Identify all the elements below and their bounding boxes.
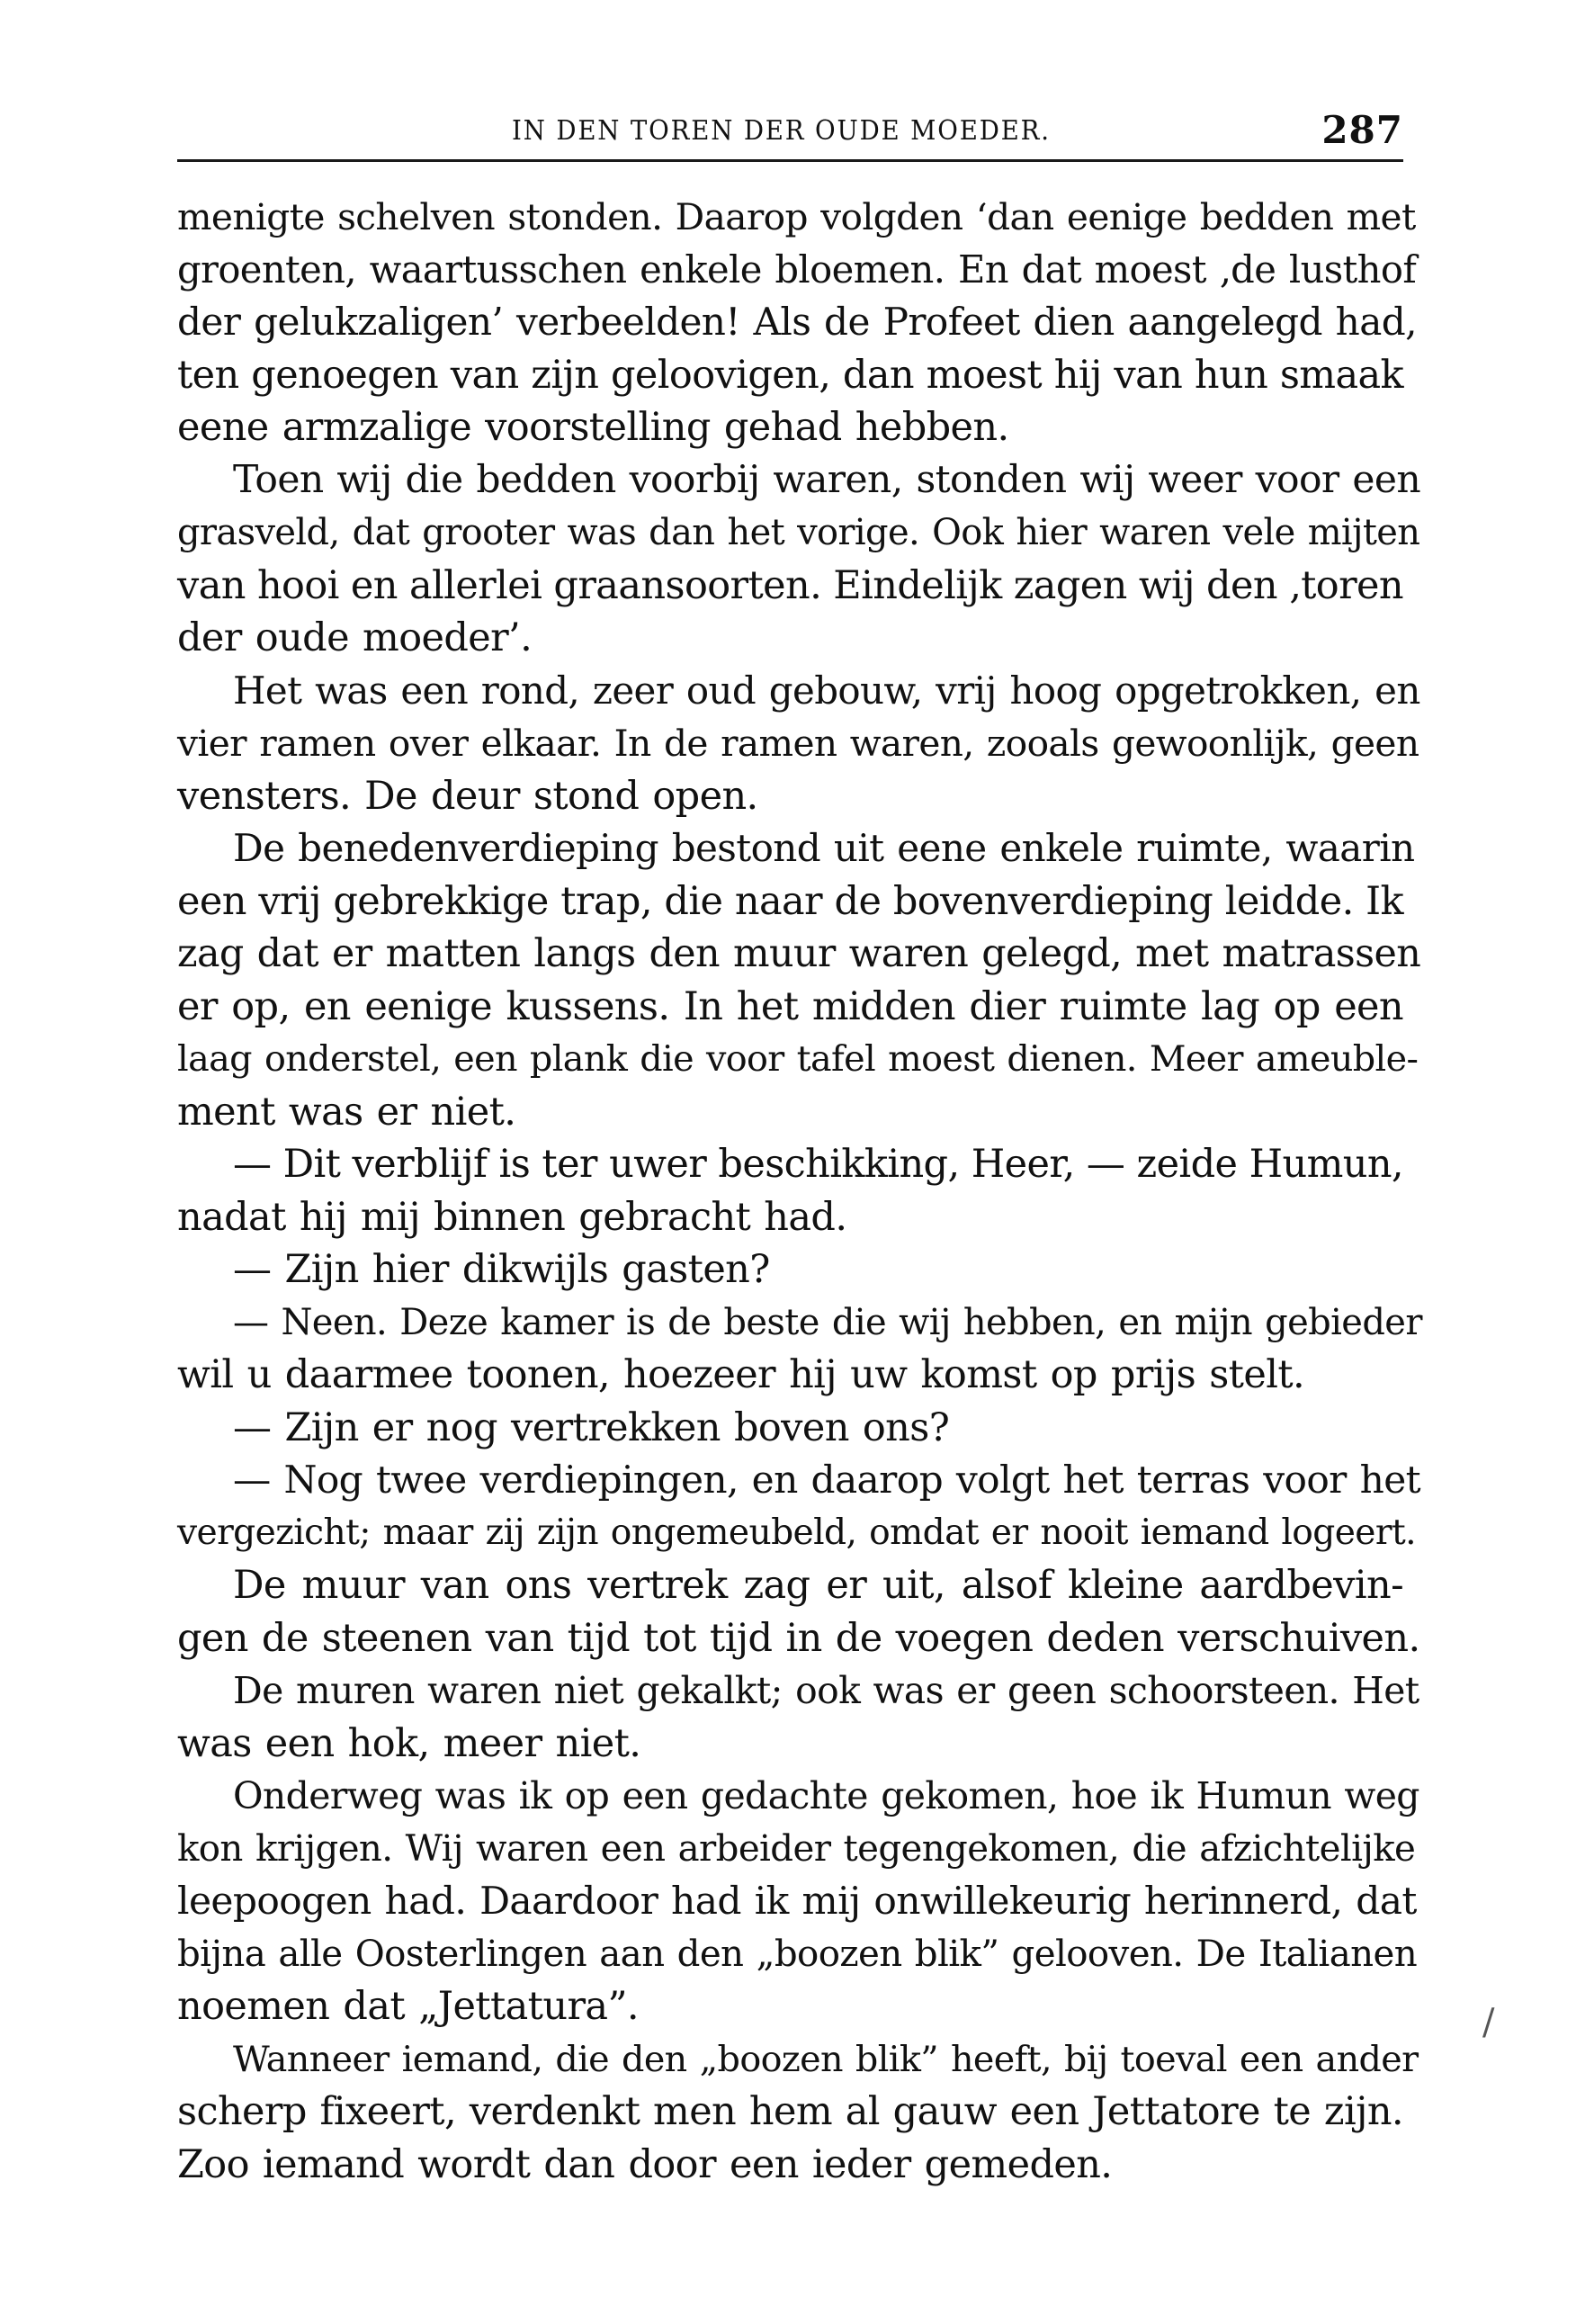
text-line: ten genoegen van zijn geloovigen, dan moest hij van hun smaak (177, 352, 1403, 398)
text-line: Zoo iemand wordt dan door een ieder gemeden. (177, 2141, 1113, 2187)
paragraph (177, 1454, 1420, 1559)
text-line: bijna alle Oosterlingen aan den „boozen blik” gelooven. De Italianen (177, 1932, 1418, 1975)
text-line: laag onderstel, een plank die voor tafel moest dienen. Meer ameuble- (177, 1038, 1419, 1080)
paragraph (177, 1770, 1419, 2033)
text-line: noemen dat „Jettatura”. (177, 1984, 639, 2029)
text-line: De muur van ons vertrek zag er uit, alsof kleine aardbevin- (233, 1563, 1403, 1608)
text-line: leepoogen had. Daardoor had ik mij onwillekeurig herinnerd, dat (177, 1879, 1417, 1923)
text-line: scherp fixeert, verdenkt men hem al gauw een Jettatore te zijn. (177, 2089, 1403, 2134)
paragraph (177, 454, 1421, 665)
text-line: menigte schelven stonden. Daarop volgden ‘dan eenige bedden met (177, 195, 1416, 238)
text-line: van hooi en allerlei graansoorten. Eindelijk zagen wij den ‚toren (177, 562, 1403, 608)
paragraph (177, 822, 1421, 1138)
text-line: — Zijn er nog vertrekken boven ons? (233, 1404, 950, 1450)
text-line: wil u daarmee toonen, hoezeer hij uw komst op prijs stelt. (177, 1352, 1305, 1397)
book-page (177, 0, 1422, 2324)
text-line: vier ramen over elkaar. In de ramen waren, zooals gewoonlijk, geen (177, 722, 1419, 765)
text-line: — Nog twee verdiepingen, en daarop volgt het terras voor het (233, 1458, 1420, 1502)
text-line: Het was een rond, zeer oud gebouw, vrij hoog opgetrokken, en (233, 668, 1420, 713)
paragraph (177, 665, 1420, 823)
margin-mark: / (1482, 2002, 1495, 2043)
text-line: — Dit verblijf is ter uwer beschikking, Heer, — zeide Humun, (233, 1142, 1403, 1187)
paragraph (177, 191, 1417, 454)
paragraph (177, 1297, 1422, 1402)
text-line: een vrij gebrekkige trap, die naar de bovenverdieping leidde. Ik (177, 878, 1403, 924)
text-line: grasveld, dat grooter was dan het vorige. Ook hier waren vele mijten (177, 512, 1420, 553)
running-title: IN DEN TOREN DER OUDE MOEDER. (512, 115, 1051, 147)
text-line: der gelukzaligen’ verbeelden! Als de Profeet dien aangelegd had, (177, 300, 1417, 344)
text-line: — Neen. Deze kamer is de beste die wij hebben, en mijn gebieder (233, 1301, 1422, 1343)
paragraph (177, 1138, 1403, 1243)
paragraph (177, 1402, 1403, 1455)
text-line: groenten, waartusschen enkele bloemen. En dat moest ‚de lusthof (177, 247, 1417, 292)
text-line: De muren waren niet gekalkt; ook was er geen schoorsteen. Het (233, 1669, 1419, 1712)
header-rule (177, 159, 1403, 162)
text-line: er op, en eenige kussens. In het midden dier ruimte lag op een (177, 983, 1403, 1029)
paragraph (177, 1243, 1403, 1297)
text-line: Toen wij die bedden voorbij waren, stonden wij weer voor een (233, 457, 1421, 502)
text-line: De benedenverdieping bestond uit eene enkele ruimte, waarin (233, 826, 1415, 870)
paragraph (177, 1559, 1420, 1664)
text-line: Wanneer iemand, die den „boozen blik” heeft, bij toeval een ander (233, 2038, 1419, 2080)
body-text (177, 191, 1422, 2191)
text-line: gen de steenen van tijd tot tijd in de voegen deden verschuiven. (177, 1615, 1420, 1661)
text-line: nadat hij mij binnen gebracht had. (177, 1194, 847, 1240)
text-line: was een hok, meer niet. (177, 1720, 641, 1766)
text-line: zag dat er matten langs den muur waren gelegd, met matrassen (177, 931, 1421, 976)
page-number: 287 (1321, 108, 1403, 152)
text-line: vergezicht; maar zij zijn ongemeubeld, omdat er nooit iemand logeert. (177, 1512, 1416, 1553)
text-line: — Zijn hier dikwijls gasten? (233, 1247, 770, 1292)
text-line: kon krijgen. Wij waren een arbeider tegengekomen, die afzichtelijke (177, 1827, 1416, 1870)
text-line: vensters. De deur stond open. (177, 773, 758, 819)
text-line: der oude moeder’. (177, 615, 533, 660)
text-line: ment was er niet. (177, 1089, 516, 1135)
text-line: eene armzalige voorstelling gehad hebben. (177, 405, 1009, 450)
text-line: Onderweg was ik op een gedachte gekomen, hoe ik Humun weg (233, 1774, 1419, 1817)
running-head (177, 108, 1403, 153)
paragraph (177, 1664, 1419, 1770)
paragraph (177, 2033, 1419, 2192)
